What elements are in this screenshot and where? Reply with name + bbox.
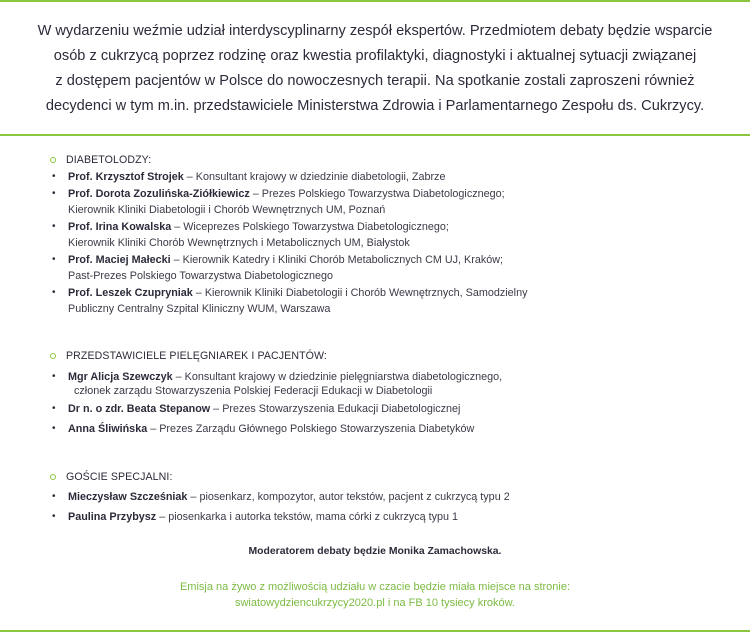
intro-line: z dostępem pacjentów w Polsce do nowoczesnych terapii. Na spotkanie zostali zaproszeni również: [55, 73, 695, 89]
intro-line: decydenci w tym m.in. przedstawiciele Ministerstwa Zdrowia i Parlamentarnego Zespołu ds. Cukrzycy.: [45, 98, 705, 114]
moderator-note: Moderatorem debaty będzie Monika Zamachowska.: [248, 546, 502, 557]
person-name: Paulina Przybysz: [68, 510, 157, 523]
list-item: [50, 421, 710, 438]
section-title-text: GOŚCIE SPECJALNI:: [66, 471, 173, 483]
person-name: Anna Śliwińska: [68, 422, 148, 435]
section-title-text: DIABETOLODZY:: [66, 154, 152, 166]
person-role-cont: Past-Prezes Polskiego Towarzystwa Diabetologicznego: [68, 270, 334, 282]
list-item: [50, 285, 710, 318]
person-role-cont: Kierownik Kliniki Diabetologii i Chorób Wewnętrznych UM, Poznań: [68, 204, 386, 216]
circle-bullet-icon: [50, 157, 56, 163]
person-name: Prof. Irina Kowalska: [68, 220, 172, 233]
person-name: Mgr Alicja Szewczyk: [68, 371, 173, 383]
section-diabetologists: [50, 154, 710, 318]
person-role: – Prezes Stowarzyszenia Edukacji Diabetologicznej: [210, 403, 461, 415]
person-name: Prof. Dorota Zozulińska-Ziółkiewicz: [68, 187, 250, 200]
person-name: Prof. Krzysztof Strojek: [68, 171, 184, 183]
person-role: – Kierownik Katedry i Kliniki Chorób Metabolicznych CM UJ, Kraków;: [170, 253, 504, 266]
person-name: Prof. Maciej Małecki: [68, 253, 171, 266]
list-item: [50, 509, 710, 526]
person-name: Dr n. o zdr. Beata Stepanow: [68, 403, 211, 415]
person-role: – Konsultant krajowy w dziedzinie diabetologii, Zabrze: [183, 171, 446, 183]
section-title: [50, 471, 710, 483]
stream-link-line: swiatowydziencukrzycy2020.pl i na FB 10 tysiecy kroków.: [234, 597, 515, 609]
person-name: Mieczysław Szcześniak: [68, 491, 188, 503]
bottom-divider: [0, 630, 750, 632]
list-item: [50, 489, 710, 506]
person-role: – Prezes Zarządu Głównego Polskiego Stowarzyszenia Diabetyków: [147, 422, 475, 435]
people-list: [50, 489, 710, 525]
section-nurses-patients: [50, 350, 710, 437]
person-role: – Prezes Polskiego Towarzystwa Diabetologicznego;: [249, 187, 505, 200]
person-role: – piosenkarz, kompozytor, autor tekstów, pacjent z cukrzycą typu 2: [187, 491, 510, 503]
person-role-cont: Kierownik Kliniki Chorób Wewnętrznych i Metabolicznych UM, Białystok: [68, 237, 410, 249]
intro-paragraph: [8, 19, 742, 119]
section-title-text: PRZEDSTAWICIELE PIELĘGNIAREK I PACJENTÓW:: [66, 350, 327, 362]
section-title: [50, 350, 710, 362]
intro-line: W wydarzeniu weźmie udział interdyscyplinarny zespół ekspertów. Przedmiotem debaty będzie wsparcie: [37, 23, 713, 39]
circle-bullet-icon: [50, 353, 56, 359]
list-item: [50, 370, 710, 398]
list-item: [50, 169, 710, 186]
person-name: Prof. Leszek Czupryniak: [68, 286, 193, 299]
person-role: – Kierownik Kliniki Diabetologii i Chorób Wewnętrznych, Samodzielny: [192, 286, 528, 299]
section-title: [50, 154, 710, 166]
person-role-cont: członek zarządu Stowarzyszenia Polskiej Federacji Edukacji w Diabetologii: [74, 385, 433, 397]
middle-divider: [0, 134, 750, 136]
list-item: [50, 252, 710, 285]
person-role-cont: Publiczny Centralny Szpital Kliniczny WUM, Warszawa: [68, 303, 331, 315]
person-role: – Konsultant krajowy w dziedzinie pielęgniarstwa diabetologicznego,: [172, 371, 503, 383]
list-item: [50, 186, 710, 219]
people-list: [50, 370, 710, 437]
list-item: [50, 219, 710, 252]
stream-info: [0, 579, 750, 611]
list-item: [50, 401, 710, 418]
person-role: – piosenkarka i autorka tekstów, mama córki z cukrzycą typu 1: [156, 510, 459, 523]
circle-bullet-icon: [50, 474, 56, 480]
stream-line: Emisja na żywo z możliwością udziału w czacie będzie miała miejsce na stronie:: [179, 581, 571, 593]
top-divider: [0, 0, 750, 2]
people-list: [50, 169, 710, 318]
person-role: – Wiceprezes Polskiego Towarzystwa Diabetologicznego;: [171, 220, 449, 233]
intro-line: osób z cukrzycą poprzez rodzinę oraz kwestia profilaktyki, diagnostyki i aktualnej sytuacji związanej: [53, 48, 697, 64]
section-special-guests: [50, 471, 710, 525]
